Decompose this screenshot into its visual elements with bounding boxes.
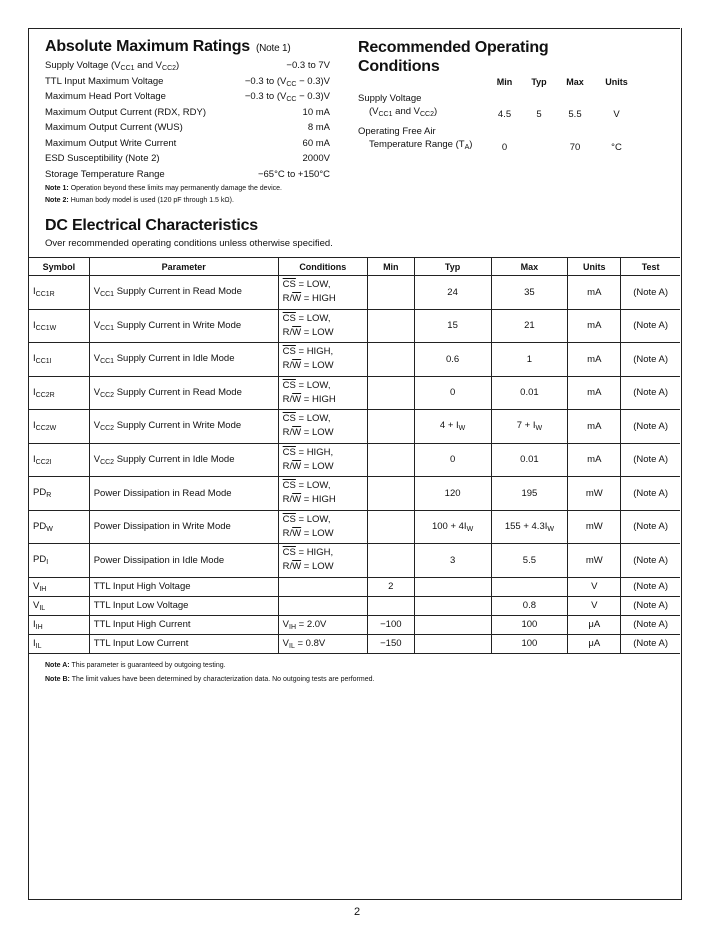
dc-conditions: $\overline{CS}$ = LOW, $R/\overline{W}$ = LOW	[278, 309, 367, 343]
dc-units: mW	[568, 544, 621, 578]
roc-typ: 5	[536, 109, 542, 120]
dc-min	[367, 596, 414, 615]
dc-test: (Note A)	[621, 544, 680, 578]
roc-param: Operating Free Air Temperature Range $(T_A)$	[358, 126, 473, 151]
dc-parameter: $V_{CC1}$ Supply Current in Read Mode	[89, 276, 278, 310]
dc-symbol: $I_{CC2R}$	[29, 376, 89, 410]
dc-min: 2	[367, 577, 414, 596]
table-row	[29, 276, 680, 310]
amr-note-1: Note 1: Operation beyond these limits may permanently damage the device.	[45, 185, 282, 192]
dc-test: (Note A)	[621, 477, 680, 511]
dc-max: 195	[491, 477, 568, 511]
dc-typ: 24	[414, 276, 491, 310]
dc-conditions: $\overline{CS}$ = LOW, $R/\overline{W}$ = HIGH	[278, 376, 367, 410]
dc-max: $155 + 4.3I_W$	[491, 510, 568, 544]
amr-row	[45, 74, 330, 90]
dc-conditions: $V_{IH} = 2.0V$	[278, 615, 367, 634]
amr-title: Absolute Maximum Ratings (Note 1)	[45, 38, 291, 55]
dc-max: 1	[491, 343, 568, 377]
dc-max: 0.01	[491, 376, 568, 410]
dc-conditions: $\overline{CS}$ = LOW, $R/\overline{W}$ = LOW	[278, 410, 367, 444]
dc-units: V	[568, 577, 621, 596]
amr-value: −0.3 to $(V_{CC} - 0.3)V$	[244, 91, 330, 103]
dc-min	[367, 544, 414, 578]
dc-typ	[414, 577, 491, 596]
roc-header-cell: Units	[605, 77, 628, 87]
dc-units: mW	[568, 477, 621, 511]
amr-list	[45, 58, 330, 207]
dc-typ: 0	[414, 443, 491, 477]
amr-value: 10 mA	[302, 106, 330, 118]
roc-units: V	[613, 109, 620, 120]
amr-row	[45, 151, 330, 167]
dc-units: mA	[568, 443, 621, 477]
roc-header-cell: Min	[496, 77, 513, 87]
amr-row	[45, 120, 330, 136]
dc-units: mA	[568, 343, 621, 377]
amr-param: Maximum Output Write Current	[45, 137, 177, 149]
dc-min	[367, 410, 414, 444]
dc-parameter: $V_{CC2}$ Supply Current in Read Mode	[89, 376, 278, 410]
amr-param: Maximum Output Current (WUS)	[45, 122, 183, 133]
dc-header-cell: Typ	[414, 258, 491, 276]
page-number: 2	[353, 906, 361, 918]
table-row	[29, 615, 680, 634]
dc-symbol: $I_{CC1R}$	[29, 276, 89, 310]
table-row	[29, 577, 680, 596]
roc-header-row	[358, 76, 640, 92]
dc-parameter: Power Dissipation in Write Mode	[89, 510, 278, 544]
amr-value: 60 mA	[302, 137, 330, 149]
dc-header-cell: Units	[568, 258, 621, 276]
table-row	[29, 309, 680, 343]
table-row	[29, 544, 680, 578]
amr-row	[45, 105, 330, 121]
roc-row	[358, 92, 640, 121]
dc-test: (Note A)	[621, 443, 680, 477]
dc-min	[367, 309, 414, 343]
dc-test: (Note A)	[621, 410, 680, 444]
dc-conditions: $\overline{CS}$ = HIGH, $R/\overline{W}$ = LOW	[278, 544, 367, 578]
dc-conditions: $\overline{CS}$ = HIGH, $R/\overline{W}$ = LOW	[278, 343, 367, 377]
dc-typ	[414, 596, 491, 615]
dc-header-cell: Min	[367, 258, 414, 276]
dc-parameter: $V_{CC1}$ Supply Current in Idle Mode	[89, 343, 278, 377]
dc-parameter: $V_{CC2}$ Supply Current in Idle Mode	[89, 443, 278, 477]
dc-parameter: TTL Input Low Current	[89, 634, 278, 653]
dc-header-cell: Conditions	[278, 258, 367, 276]
table-row	[29, 477, 680, 511]
dc-test: (Note A)	[621, 615, 680, 634]
dc-title: DC Electrical Characteristics	[45, 217, 258, 234]
dc-symbol: $V_{IH}$	[29, 577, 89, 596]
amr-row	[45, 89, 330, 105]
roc-units: °C	[611, 142, 622, 153]
table-row	[29, 596, 680, 615]
dc-test: (Note A)	[621, 596, 680, 615]
dc-test: (Note A)	[621, 634, 680, 653]
roc-row	[358, 125, 640, 154]
amr-value: 2000V	[302, 153, 330, 164]
dc-conditions: $\overline{CS}$ = HIGH, $R/\overline{W}$ = LOW	[278, 443, 367, 477]
amr-param: TTL Input Maximum Voltage	[45, 75, 164, 87]
dc-header-cell: Symbol	[29, 258, 89, 276]
dc-header-cell: Test	[621, 258, 680, 276]
amr-notes	[45, 183, 330, 207]
dc-typ	[414, 615, 491, 634]
dc-conditions: $\overline{CS}$ = LOW, $R/\overline{W}$ = HIGH	[278, 276, 367, 310]
table-row	[29, 443, 680, 477]
dc-max: 35	[491, 276, 568, 310]
roc-param: Supply Voltage ($V_{CC1}$ and $V_{CC2}$)	[358, 93, 438, 118]
roc-min: 0	[501, 142, 508, 153]
roc-table	[358, 76, 640, 158]
dc-units: mA	[568, 309, 621, 343]
dc-typ: 0	[414, 376, 491, 410]
roc-max: 70	[569, 142, 581, 153]
dc-min	[367, 376, 414, 410]
dc-min	[367, 443, 414, 477]
dc-footnotes	[45, 659, 374, 687]
roc-max: 5.5	[568, 109, 582, 120]
dc-typ: $100 + 4I_W$	[414, 510, 491, 544]
table-row	[29, 634, 680, 653]
dc-min	[367, 477, 414, 511]
amr-value: −0.3 to 7V	[286, 60, 330, 71]
table-row	[29, 343, 680, 377]
roc-title: Recommended Operating Conditions	[358, 39, 549, 75]
dc-test: (Note A)	[621, 577, 680, 596]
table-row	[29, 510, 680, 544]
dc-typ: 3	[414, 544, 491, 578]
dc-typ: 120	[414, 477, 491, 511]
dc-test: (Note A)	[621, 510, 680, 544]
dc-units: V	[568, 596, 621, 615]
dc-typ: $4 + I_W$	[414, 410, 491, 444]
dc-parameter: Power Dissipation in Read Mode	[89, 477, 278, 511]
dc-parameter: TTL Input Low Voltage	[89, 596, 278, 615]
amr-value: −65°C to +150°C	[257, 168, 330, 180]
dc-conditions: $V_{IL} = 0.8V$	[278, 634, 367, 653]
roc-min: 4.5	[497, 109, 512, 120]
dc-max: $7 + I_W$	[491, 410, 568, 444]
dc-units: mA	[568, 376, 621, 410]
dc-conditions: $\overline{CS}$ = LOW, $R/\overline{W}$ = HIGH	[278, 477, 367, 511]
amr-note-ref: (Note 1)	[256, 43, 291, 54]
dc-conditions: $\overline{CS}$ = LOW, $R/\overline{W}$ = LOW	[278, 510, 367, 544]
dc-units: μA	[568, 634, 621, 653]
dc-test: (Note A)	[621, 309, 680, 343]
dc-test: (Note A)	[621, 276, 680, 310]
dc-symbol: $I_{CC2W}$	[29, 410, 89, 444]
dc-min: −150	[367, 634, 414, 653]
amr-value: −0.3 to $(V_{CC} - 0.3)V$	[244, 75, 330, 88]
dc-min	[367, 343, 414, 377]
amr-row	[45, 136, 330, 152]
dc-parameter: $V_{CC2}$ Supply Current in Write Mode	[89, 410, 278, 444]
dc-typ	[414, 634, 491, 653]
dc-units: mW	[568, 510, 621, 544]
dc-min	[367, 510, 414, 544]
table-row	[29, 410, 680, 444]
dc-units: μA	[568, 615, 621, 634]
dc-parameter: $V_{CC1}$ Supply Current in Write Mode	[89, 309, 278, 343]
dc-symbol: $I_{CC1I}$	[29, 343, 89, 377]
amr-note-2: Note 2: Human body model is used (120 pF through 1.5 kΩ).	[45, 197, 234, 204]
dc-max: 100	[491, 634, 568, 653]
dc-typ: 0.6	[414, 343, 491, 377]
amr-param: Maximum Output Current (RDX, RDY)	[45, 106, 207, 118]
amr-row	[45, 58, 330, 74]
amr-row	[45, 167, 330, 183]
dc-symbol: $V_{IL}$	[29, 596, 89, 615]
dc-min: −100	[367, 615, 414, 634]
amr-param: Storage Temperature Range	[45, 168, 165, 180]
table-row	[29, 376, 680, 410]
dc-units: mA	[568, 276, 621, 310]
roc-header-cell: Typ	[531, 77, 547, 87]
note-b: Note B: The limit values have been determined by characterization data. No outgoing tests are performed.	[45, 676, 375, 683]
dc-subtitle: Over recommended operating conditions unless otherwise specified.	[45, 238, 333, 249]
dc-max	[491, 577, 568, 596]
dc-symbol: $PD_I$	[29, 544, 89, 578]
dc-table	[29, 257, 680, 654]
dc-conditions	[278, 596, 367, 615]
dc-symbol: $I_{CC2I}$	[29, 443, 89, 477]
dc-symbol: $PD_R$	[29, 477, 89, 511]
dc-parameter: Power Dissipation in Idle Mode	[89, 544, 278, 578]
dc-test: (Note A)	[621, 376, 680, 410]
dc-header-cell: Max	[491, 258, 568, 276]
dc-parameter: TTL Input High Current	[89, 615, 278, 634]
dc-symbol: $I_{CC1W}$	[29, 309, 89, 343]
dc-max: 100	[491, 615, 568, 634]
dc-units: mA	[568, 410, 621, 444]
dc-max: 21	[491, 309, 568, 343]
dc-header-row	[29, 258, 680, 276]
roc-header-cell: Max	[566, 77, 584, 87]
dc-conditions	[278, 577, 367, 596]
dc-max: 5.5	[491, 544, 568, 578]
note-a: Note A: This parameter is guaranteed by outgoing testing.	[45, 662, 226, 669]
dc-symbol: $I_{IL}$	[29, 634, 89, 653]
dc-test: (Note A)	[621, 343, 680, 377]
dc-header-cell: Parameter	[89, 258, 278, 276]
dc-min	[367, 276, 414, 310]
roc-header-cell	[358, 76, 488, 92]
amr-param: Maximum Head Port Voltage	[45, 91, 166, 102]
dc-symbol: $PD_W$	[29, 510, 89, 544]
dc-parameter: TTL Input High Voltage	[89, 577, 278, 596]
dc-symbol: $I_{IH}$	[29, 615, 89, 634]
dc-max: 0.8	[491, 596, 568, 615]
dc-max: 0.01	[491, 443, 568, 477]
amr-value: 8 mA	[307, 122, 330, 133]
amr-param: ESD Susceptibility (Note 2)	[45, 153, 160, 164]
dc-typ: 15	[414, 309, 491, 343]
amr-param: Supply Voltage ($V_{CC1}$ and $V_{CC2}$)	[45, 60, 180, 72]
